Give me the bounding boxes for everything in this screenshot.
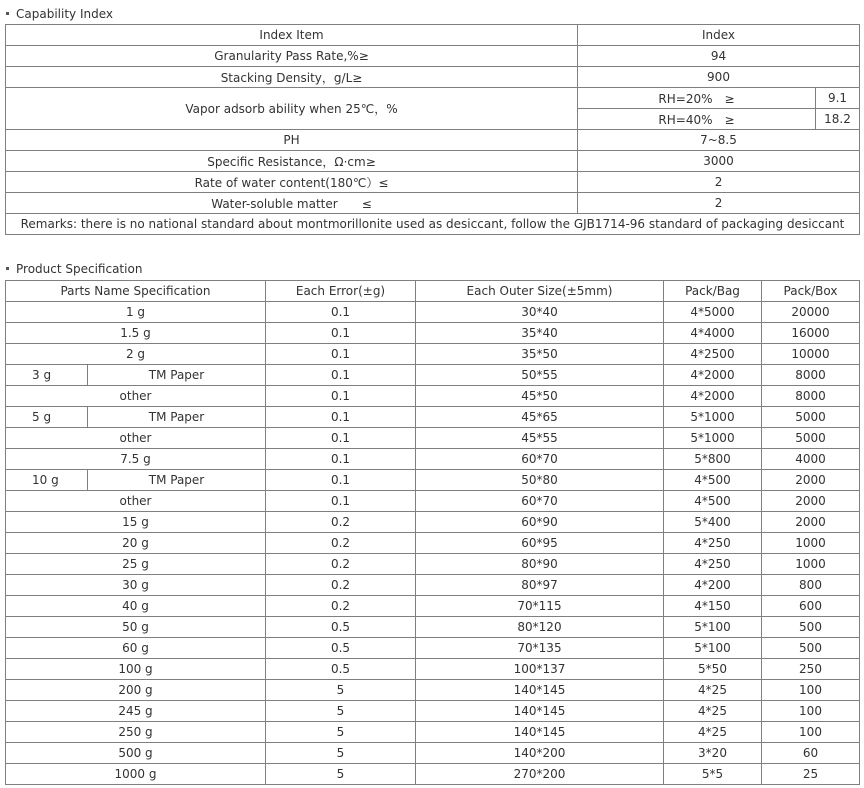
- table-row: [6, 130, 860, 151]
- name-cell: 1 g: [6, 302, 266, 323]
- name-cell: 7.5 g: [6, 449, 266, 470]
- size-cell: 50*80: [416, 470, 664, 491]
- sub-name-cell: TM Paper: [88, 365, 266, 386]
- bag-cell: 4*2000: [664, 386, 762, 407]
- rh40-value: 18.2: [816, 109, 860, 130]
- table-row: [6, 172, 860, 193]
- bullet-icon: [6, 12, 9, 15]
- name-cell: other: [6, 491, 266, 512]
- error-cell: 0.5: [266, 638, 416, 659]
- box-cell: 2000: [762, 491, 860, 512]
- table-row: [6, 764, 860, 785]
- bag-cell: 5*1000: [664, 428, 762, 449]
- size-cell: 140*145: [416, 680, 664, 701]
- error-cell: 5: [266, 701, 416, 722]
- name-cell: 245 g: [6, 701, 266, 722]
- name-cell: 20 g: [6, 533, 266, 554]
- table-row: [6, 214, 860, 235]
- error-cell: 0.1: [266, 470, 416, 491]
- water-content-label: Rate of water content(180℃）≤: [6, 172, 578, 193]
- size-cell: 140*145: [416, 701, 664, 722]
- error-cell: 0.2: [266, 554, 416, 575]
- size-cell: 70*115: [416, 596, 664, 617]
- bullet-icon: [6, 267, 9, 270]
- vapor-label: Vapor adsorb ability when 25℃，%: [6, 88, 578, 130]
- box-cell: 500: [762, 617, 860, 638]
- size-cell: 140*200: [416, 743, 664, 764]
- box-cell: 60: [762, 743, 860, 764]
- table-row: [6, 67, 860, 88]
- box-cell: 4000: [762, 449, 860, 470]
- table-row: [6, 88, 860, 109]
- group-cell: 5 g: [6, 407, 88, 428]
- error-cell: 0.5: [266, 659, 416, 680]
- bag-cell: 5*400: [664, 512, 762, 533]
- table-row: [6, 365, 860, 386]
- table-row: [6, 193, 860, 214]
- water-soluble-value: 2: [578, 193, 860, 214]
- box-cell: 100: [762, 701, 860, 722]
- table-row: [6, 449, 860, 470]
- error-cell: 0.2: [266, 575, 416, 596]
- bag-cell: 4*500: [664, 491, 762, 512]
- error-cell: 0.1: [266, 344, 416, 365]
- size-cell: 60*70: [416, 491, 664, 512]
- bag-cell: 4*500: [664, 470, 762, 491]
- water-content-value: 2: [578, 172, 860, 193]
- error-cell: 0.1: [266, 323, 416, 344]
- name-cell: 30 g: [6, 575, 266, 596]
- table-row: [6, 533, 860, 554]
- size-cell: 80*90: [416, 554, 664, 575]
- table-row: [6, 575, 860, 596]
- rh40-label: RH=40% ≥: [578, 109, 816, 130]
- bag-cell: 5*100: [664, 617, 762, 638]
- bag-cell: 4*25: [664, 680, 762, 701]
- table-row: [6, 638, 860, 659]
- box-cell: 250: [762, 659, 860, 680]
- remarks: Remarks: there is no national standard about montmorillonite used as desiccant, follow the GJB1714-96 standard of packaging desiccant: [6, 214, 860, 235]
- table-row: [6, 680, 860, 701]
- name-cell: other: [6, 386, 266, 407]
- box-cell: 5000: [762, 407, 860, 428]
- bag-cell: 4*200: [664, 575, 762, 596]
- name-cell: 15 g: [6, 512, 266, 533]
- water-soluble-label: Water-soluble matter ≤: [6, 193, 578, 214]
- box-cell: 5000: [762, 428, 860, 449]
- box-cell: 2000: [762, 512, 860, 533]
- column-header: Each Error(±g): [266, 281, 416, 302]
- table-row: [6, 386, 860, 407]
- size-cell: 100*137: [416, 659, 664, 680]
- bag-cell: 4*5000: [664, 302, 762, 323]
- bag-cell: 5*100: [664, 638, 762, 659]
- box-cell: 500: [762, 638, 860, 659]
- size-cell: 45*55: [416, 428, 664, 449]
- bag-cell: 5*5: [664, 764, 762, 785]
- table-row: [6, 617, 860, 638]
- header-index-item: Index Item: [6, 25, 578, 46]
- header-index: Index: [578, 25, 860, 46]
- error-cell: 0.5: [266, 617, 416, 638]
- column-header: Parts Name Specification: [6, 281, 266, 302]
- group-cell: 3 g: [6, 365, 88, 386]
- bag-cell: 5*50: [664, 659, 762, 680]
- box-cell: 20000: [762, 302, 860, 323]
- table-row: [6, 46, 860, 67]
- table-row: [6, 302, 860, 323]
- name-cell: 25 g: [6, 554, 266, 575]
- size-cell: 140*145: [416, 722, 664, 743]
- product-title-text: Product Specification: [16, 262, 143, 276]
- rh20-label: RH=20% ≥: [578, 88, 816, 109]
- size-cell: 30*40: [416, 302, 664, 323]
- product-section-title: [6, 261, 142, 277]
- bag-cell: 4*2000: [664, 365, 762, 386]
- error-cell: 0.1: [266, 428, 416, 449]
- bag-cell: 4*2500: [664, 344, 762, 365]
- table-row: [6, 722, 860, 743]
- granularity-label: Granularity Pass Rate,%≥: [6, 46, 578, 67]
- group-cell: 10 g: [6, 470, 88, 491]
- capability-table: [5, 24, 860, 235]
- rh20-value: 9.1: [816, 88, 860, 109]
- size-cell: 60*70: [416, 449, 664, 470]
- error-cell: 0.1: [266, 407, 416, 428]
- name-cell: 1000 g: [6, 764, 266, 785]
- ph-value: 7~8.5: [578, 130, 860, 151]
- box-cell: 8000: [762, 365, 860, 386]
- table-row: [6, 491, 860, 512]
- size-cell: 70*135: [416, 638, 664, 659]
- name-cell: 500 g: [6, 743, 266, 764]
- error-cell: 5: [266, 743, 416, 764]
- table-row: [6, 743, 860, 764]
- error-cell: 5: [266, 680, 416, 701]
- bag-cell: 4*250: [664, 533, 762, 554]
- table-row: [6, 323, 860, 344]
- name-cell: 60 g: [6, 638, 266, 659]
- table-row: [6, 470, 860, 491]
- bag-cell: 5*1000: [664, 407, 762, 428]
- bag-cell: 4*4000: [664, 323, 762, 344]
- name-cell: 2 g: [6, 344, 266, 365]
- bag-cell: 4*250: [664, 554, 762, 575]
- size-cell: 45*65: [416, 407, 664, 428]
- ph-label: PH: [6, 130, 578, 151]
- stacking-value: 900: [578, 67, 860, 88]
- bag-cell: 4*25: [664, 722, 762, 743]
- box-cell: 600: [762, 596, 860, 617]
- size-cell: 80*120: [416, 617, 664, 638]
- name-cell: 50 g: [6, 617, 266, 638]
- size-cell: 60*90: [416, 512, 664, 533]
- name-cell: 1.5 g: [6, 323, 266, 344]
- bag-cell: 4*25: [664, 701, 762, 722]
- box-cell: 8000: [762, 386, 860, 407]
- table-row: [6, 344, 860, 365]
- box-cell: 1000: [762, 554, 860, 575]
- size-cell: 60*95: [416, 533, 664, 554]
- product-table: [5, 280, 860, 785]
- sub-name-cell: TM Paper: [88, 470, 266, 491]
- bag-cell: 3*20: [664, 743, 762, 764]
- capability-title-text: Capability Index: [16, 7, 113, 21]
- box-cell: 100: [762, 680, 860, 701]
- error-cell: 5: [266, 722, 416, 743]
- size-cell: 80*97: [416, 575, 664, 596]
- resistance-value: 3000: [578, 151, 860, 172]
- size-cell: 45*50: [416, 386, 664, 407]
- name-cell: 40 g: [6, 596, 266, 617]
- error-cell: 0.2: [266, 533, 416, 554]
- table-row: [6, 407, 860, 428]
- table-row: [6, 512, 860, 533]
- name-cell: other: [6, 428, 266, 449]
- stacking-label: Stacking Density，g/L≥: [6, 67, 578, 88]
- error-cell: 0.1: [266, 386, 416, 407]
- capability-section-title: [6, 6, 113, 22]
- error-cell: 0.1: [266, 302, 416, 323]
- bag-cell: 5*800: [664, 449, 762, 470]
- table-row: [6, 554, 860, 575]
- name-cell: 100 g: [6, 659, 266, 680]
- granularity-value: 94: [578, 46, 860, 67]
- table-row: [6, 151, 860, 172]
- error-cell: 5: [266, 764, 416, 785]
- table-row: [6, 659, 860, 680]
- bag-cell: 4*150: [664, 596, 762, 617]
- box-cell: 100: [762, 722, 860, 743]
- column-header: Each Outer Size(±5mm): [416, 281, 664, 302]
- table-row: [6, 701, 860, 722]
- box-cell: 2000: [762, 470, 860, 491]
- table-row: [6, 428, 860, 449]
- table-row: [6, 596, 860, 617]
- box-cell: 25: [762, 764, 860, 785]
- box-cell: 1000: [762, 533, 860, 554]
- sub-name-cell: TM Paper: [88, 407, 266, 428]
- size-cell: 50*55: [416, 365, 664, 386]
- size-cell: 35*40: [416, 323, 664, 344]
- column-header: Pack/Bag: [664, 281, 762, 302]
- error-cell: 0.1: [266, 491, 416, 512]
- box-cell: 16000: [762, 323, 860, 344]
- size-cell: 270*200: [416, 764, 664, 785]
- error-cell: 0.2: [266, 596, 416, 617]
- resistance-label: Specific Resistance，Ω·cm≥: [6, 151, 578, 172]
- table-row: [6, 25, 860, 46]
- name-cell: 200 g: [6, 680, 266, 701]
- column-header: Pack/Box: [762, 281, 860, 302]
- error-cell: 0.2: [266, 512, 416, 533]
- table-header-row: [6, 281, 860, 302]
- error-cell: 0.1: [266, 449, 416, 470]
- box-cell: 800: [762, 575, 860, 596]
- name-cell: 250 g: [6, 722, 266, 743]
- error-cell: 0.1: [266, 365, 416, 386]
- box-cell: 10000: [762, 344, 860, 365]
- size-cell: 35*50: [416, 344, 664, 365]
